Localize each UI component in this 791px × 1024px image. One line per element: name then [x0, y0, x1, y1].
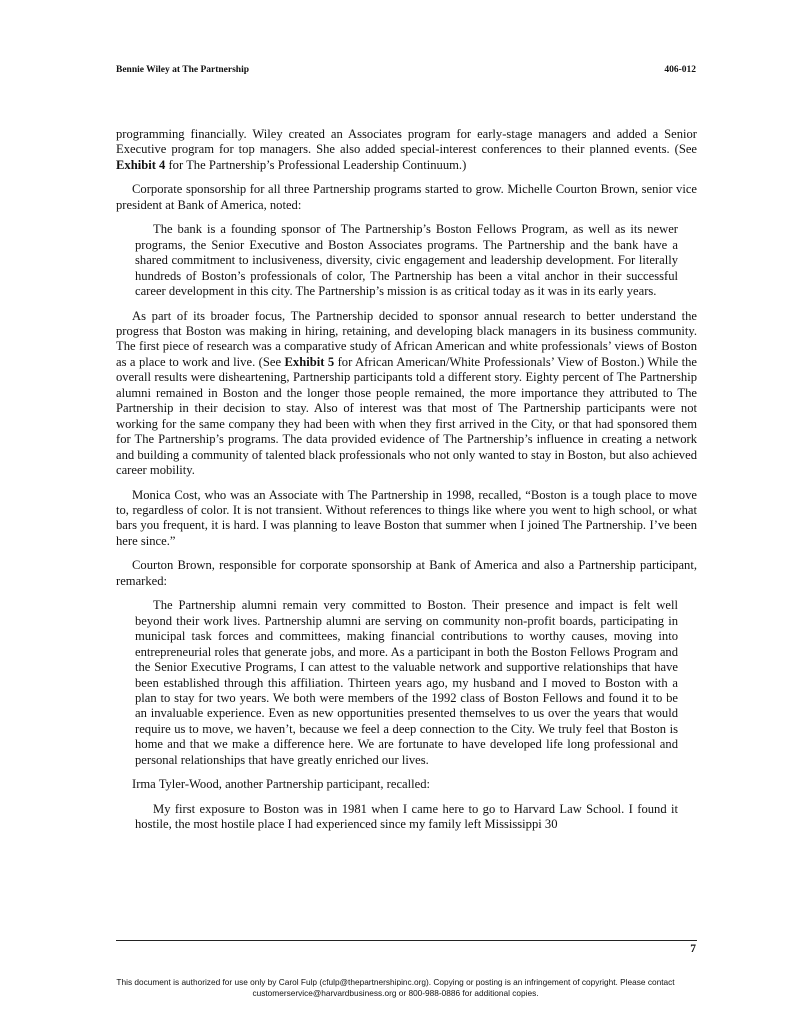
block-quote: [116, 802, 697, 833]
running-header-title: Bennie Wiley at The Partnership: [116, 65, 250, 75]
paragraph: Irma Tyler-Wood, another Partnership participant, recalled:: [132, 777, 431, 792]
block-quote: [116, 598, 697, 768]
exhibit-reference: Exhibit 4: [116, 157, 166, 172]
paragraph: Corporate sponsorship for all three Partnership programs started to grow. Michelle Courton Brown, senior vice president at Bank of America, noted:: [116, 182, 697, 212]
paragraph: Monica Cost, who was an Associate with The Partnership in 1998, recalled, “Boston is a tough place to move to, regardless of color. It is not transient. Without references to things like where you went to high school, or what bars you frequent, it is hard. I was planning to leave Boston that summer when I joined The Partnership. I’ve been here since.”: [116, 487, 697, 548]
paragraph-continuation: [116, 127, 697, 173]
paragraph: [116, 309, 697, 479]
paragraph-text: As part of its broader focus, The Partnership decided to sponsor annual research to better understand the progress that Boston was making in hiring, retaining, and developing black managers in its business community. The first piece of research was a comparative study of African American and white professionals’ views of Boston as a place to work and live. (See: [116, 308, 697, 369]
document-body: [116, 127, 697, 842]
exhibit-reference: Exhibit 5: [284, 354, 335, 369]
block-quote: [116, 222, 697, 299]
paragraph: Courton Brown, responsible for corporate sponsorship at Bank of America and also a Partnership participant, remarked:: [116, 558, 697, 588]
quote-text: The Partnership alumni remain very committed to Boston. Their presence and impact is felt well beyond their work lives. Partnership alumni are serving on community non-profit boards, participating in municipal task forces and committees, making financial contributions to worthy causes, moving into entrepreneurial roles that generate jobs, and more. As a participant in both the Boston Fellows Program and the Senior Executive Programs, I can attest to the valuable network and supportive relationships that have been established through this affiliation. Thirteen years ago, my husband and I moved to Boston with a plan to stay for two years. We both were members of the 1992 class of Boston Fellows and found it to be an invaluable experience. Even as new opportunities presented themselves to us over the years that would require us to move, we haven’t, because we feel a deep connection to the City. We truly feel that Boston is home and that we make a difference here. We are fortunate to have developed life long professional and personal relationships that have greatly enriched our lives.: [135, 598, 678, 767]
copyright-notice: [60, 977, 731, 999]
copyright-line: customerservice@harvardbusiness.org or 800-988-0886 for additional copies.: [252, 988, 539, 998]
page-number: 7: [690, 943, 696, 955]
paragraph-text: for African American/White Professionals’ View of Boston.) While the overall results were disheartening, Partnership participants told a different story. Eighty percent of The Partnership alumni remained in Boston and the longer those people remained, the more importance they attributed to The Partnership in their decision to stay. Also of interest was that most of The Partnership participants were not working for the same company they had been with when they first arrived in the City, or that had sponsored them for The Partnership’s programs. The data provided evidence of The Partnership’s influence in creating a network and building a community of talented black professionals who not only wanted to stay in Boston, but also achieved career mobility.: [116, 354, 697, 478]
copyright-line: This document is authorized for use only by Carol Fulp (cfulp@thepartnershipinc.org). Copying or posting is an infringement of copyright. Please contact: [116, 977, 675, 987]
footer-divider: [116, 940, 697, 941]
paragraph-text: programming financially. Wiley created an Associates program for early-stage managers and added a Senior Executive program for top managers. She also added special-interest conferences to their planned events. (See: [116, 127, 697, 157]
quote-text: The bank is a founding sponsor of The Partnership’s Boston Fellows Program, as well as its newer programs, the Senior Executive and Boston Associates programs. The Partnership and the bank have a shared commitment to inclusiveness, diversity, civic engagement and leadership development. For literally hundreds of Boston’s professionals of color, The Partnership has been a vital anchor in their successful career development in this city. The Partnership’s mission is as critical today as it was in its early years.: [135, 222, 678, 299]
quote-text: My first exposure to Boston was in 1981 when I came here to go to Harvard Law School. I found it hostile, the most hostile place I had experienced since my family left Mississippi 30: [135, 801, 678, 832]
paragraph-text: for The Partnership’s Professional Leadership Continuum.): [165, 157, 467, 172]
document-number: 406-012: [664, 65, 696, 75]
